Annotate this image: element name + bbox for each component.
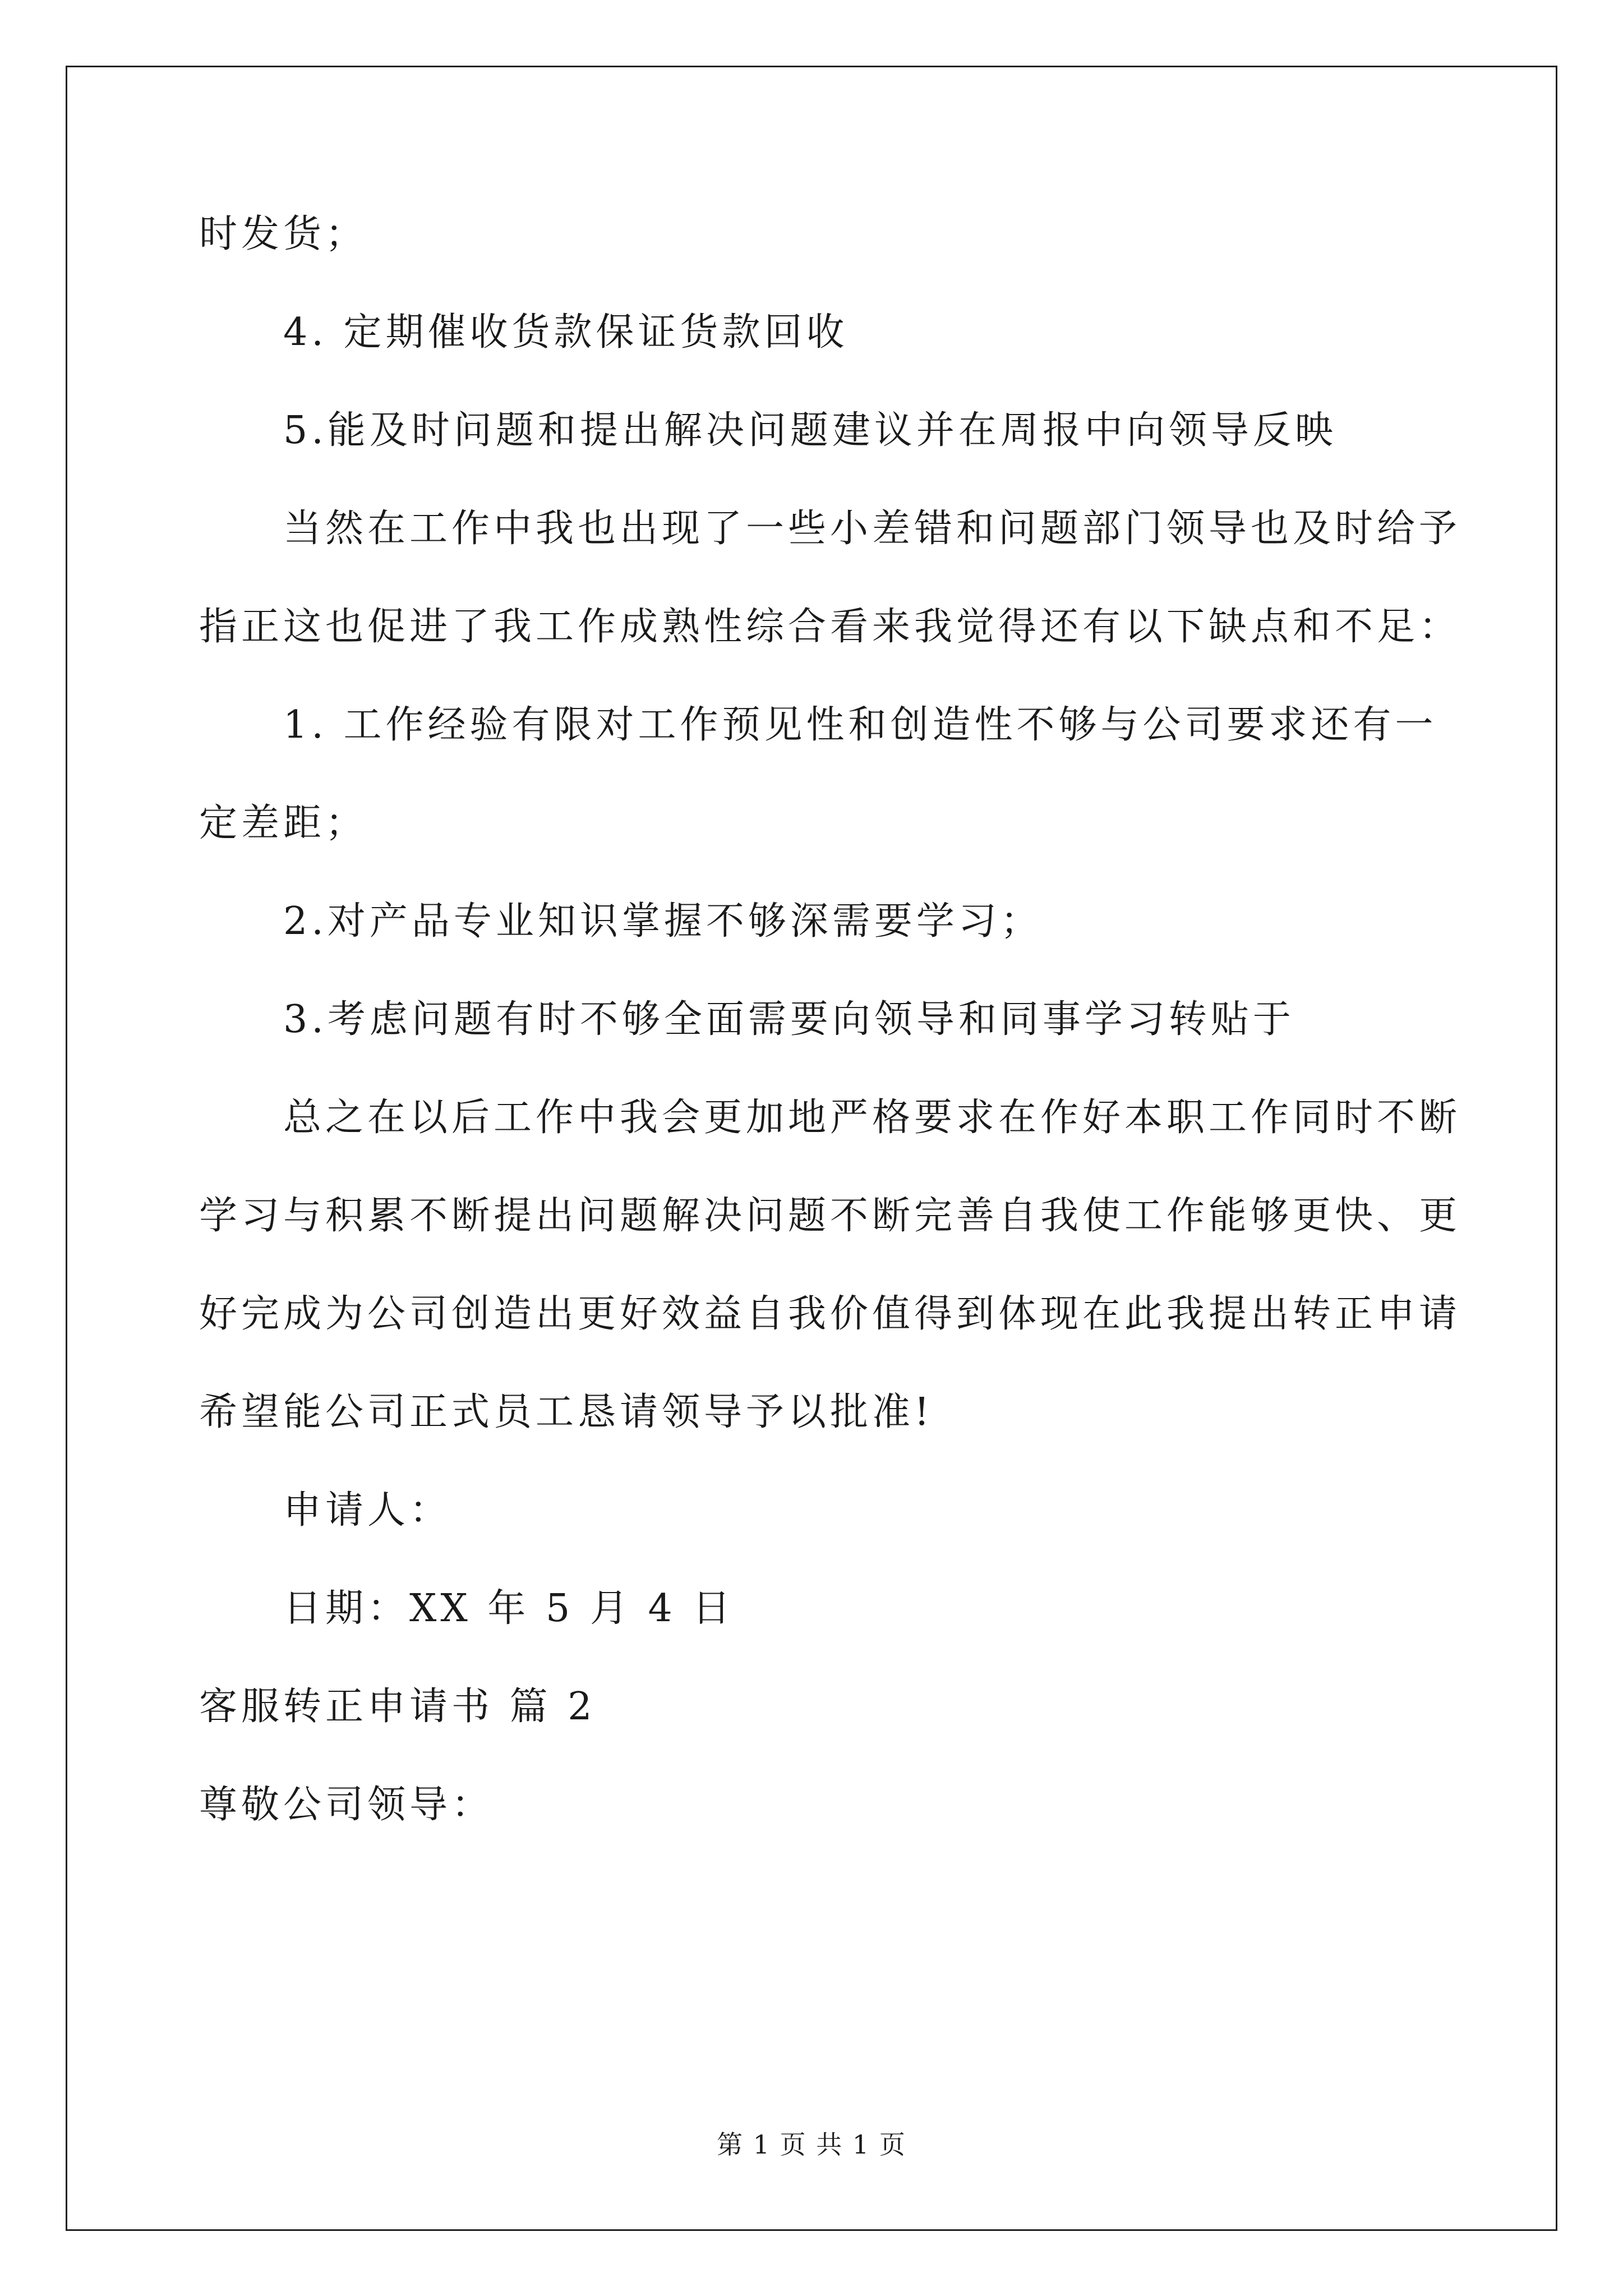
salutation: 尊敬公司领导： bbox=[199, 1783, 494, 1827]
page-footer: 第 1 页 共 1 页 bbox=[717, 2129, 906, 2160]
date-line: 日期：XX 年 5 月 4 日 bbox=[283, 1586, 735, 1631]
text-line: 时发货； bbox=[199, 212, 368, 256]
text-line: 2.对产品专业知识掌握不够深需要学习； bbox=[283, 899, 1043, 944]
text-line: 定差距； bbox=[199, 801, 368, 845]
text-line: 好完成为公司创造出更好效益自我价值得到体现在此我提出转正申请 bbox=[199, 1292, 1461, 1336]
text-line: 当然在工作中我也出现了一些小差错和问题部门领导也及时给予 bbox=[283, 507, 1461, 551]
text-line: 5.能及时问题和提出解决问题建议并在周报中向领导反映 bbox=[283, 408, 1337, 453]
text-line: 指正这也促进了我工作成熟性综合看来我觉得还有以下缺点和不足： bbox=[199, 605, 1461, 649]
text-line: 学习与积累不断提出问题解决问题不断完善自我使工作能够更快、更 bbox=[199, 1194, 1461, 1238]
text-line: 4. 定期催收货款保证货款回收 bbox=[283, 310, 849, 355]
page-border bbox=[66, 66, 1557, 2231]
text-line: 1. 工作经验有限对工作预见性和创造性不够与公司要求还有一 bbox=[283, 703, 1437, 747]
applicant-label: 申请人： bbox=[283, 1488, 452, 1533]
text-line: 3.考虑问题有时不够全面需要向领导和同事学习转贴于 bbox=[283, 997, 1295, 1042]
text-line: 希望能公司正式员工恳请领导予以批准! bbox=[199, 1390, 934, 1434]
section-heading: 客服转正申请书 篇 2 bbox=[199, 1685, 596, 1729]
text-line: 总之在以后工作中我会更加地严格要求在作好本职工作同时不断 bbox=[283, 1096, 1461, 1140]
